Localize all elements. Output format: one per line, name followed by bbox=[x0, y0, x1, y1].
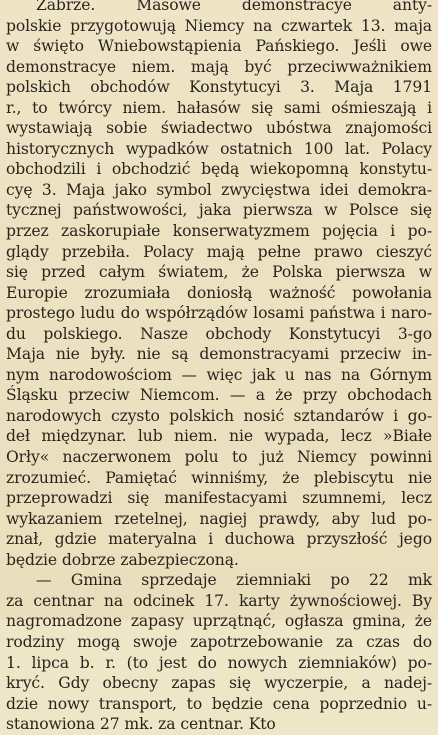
text-line: Maja nie były. nie są demonstracyami przeciw in- bbox=[6, 345, 432, 364]
text-line: dzie nowy transport, to będzie cena poprzednio u- bbox=[6, 694, 432, 713]
text-line: du polskiego. Nasze obchody Konstytucyi 3-go bbox=[6, 324, 432, 343]
text-line: glądy przebiła. Polacy mają pełne prawo cieszyć bbox=[6, 242, 432, 261]
text-line: demonstracye niem. mają być przeciwważnikiem bbox=[6, 57, 432, 76]
article-paragraph-zabrze bbox=[6, 0, 432, 570]
text-line: deł międzynar. lub niem. nie wypada, lecz »Białe bbox=[6, 427, 432, 446]
article-column bbox=[6, 0, 432, 735]
text-line: przez zaskorupiałe konserwatyzmem pojęcia i po- bbox=[6, 222, 432, 241]
text-line: wykazaniem rzetelnej, nagiej prawdy, aby lud po- bbox=[6, 509, 432, 528]
text-line: prostego ludu do współrządów losami państwa i naro- bbox=[6, 304, 432, 323]
text-line: narodowych czysto polskich nosić sztandarów i go- bbox=[6, 406, 432, 425]
text-line: kryć. Gdy obecny zapas się wyczerpie, a nadej- bbox=[6, 674, 432, 693]
text-line: się przed całym światem, że Polska pierwsza w bbox=[6, 263, 432, 282]
text-line: wystawiają sobie świadectwo ubóstwa znajomości bbox=[6, 119, 432, 138]
text-line: Europie zrozumiała doniosłą ważność powołania bbox=[6, 283, 432, 302]
text-line: za centnar na odcinek 17. karty żywnościowej. By bbox=[6, 591, 432, 610]
text-line: Zabrze. Masowe demonstracye anty- bbox=[36, 0, 432, 14]
text-line: Śląsku przeciw Niemcom. — a że przy obchodach bbox=[6, 386, 432, 405]
text-line: cyę 3. Maja jako symbol zwycięstwa idei demokra- bbox=[6, 180, 432, 199]
text-line: nym narodowościom — więc jak u nas na Górnym bbox=[6, 365, 432, 384]
text-line: polskie przygotowują Niemcy na czwartek 13. maja bbox=[6, 16, 432, 35]
text-line: znał, gdzie materyalna i duchowa przyszłość jego bbox=[6, 530, 432, 549]
text-line: polskich obchodów Konstytucyi 3. Maja 1791 bbox=[6, 78, 432, 97]
text-line: Orły« naczerwonem polu to już Niemcy powinni bbox=[6, 448, 432, 467]
text-line: przeprowadzi się manifestacyami szumnemi, lecz bbox=[6, 489, 432, 508]
text-line: tycznej państwowości, jaka pierwsza w Polsce się bbox=[6, 201, 432, 220]
text-line: nagromadzone zapasy uprzątnąć, ogłasza gmina, że bbox=[6, 612, 432, 631]
text-line: rodziny mogą swoje zapotrzebowanie za czas do bbox=[6, 632, 432, 651]
text-line: historycznych wypadków ostatnich 100 lat. Polacy bbox=[6, 139, 432, 158]
text-line: — Gmina sprzedaje ziemniaki po 22 mk bbox=[36, 571, 432, 590]
text-line: stanowiona 27 mk. za centnar. Kto bbox=[6, 715, 276, 734]
text-line: będzie dobrze zabezpieczoną. bbox=[6, 550, 239, 569]
text-line: obchodzili i obchodzić będą wiekopomną konstytu- bbox=[6, 160, 432, 179]
text-line: zrozumieć. Pamiętać winniśmy, że plebiscytu nie bbox=[6, 468, 432, 487]
text-line: w święto Wniebowstąpienia Pańskiego. Jeśli owe bbox=[6, 37, 432, 56]
text-line: r., to twórcy niem. hałasów się sami ośmieszają i bbox=[6, 98, 432, 117]
text-line: 1. lipca b. r. (to jest do nowych ziemniaków) po- bbox=[6, 653, 432, 672]
article-paragraph-gmina bbox=[6, 570, 432, 734]
